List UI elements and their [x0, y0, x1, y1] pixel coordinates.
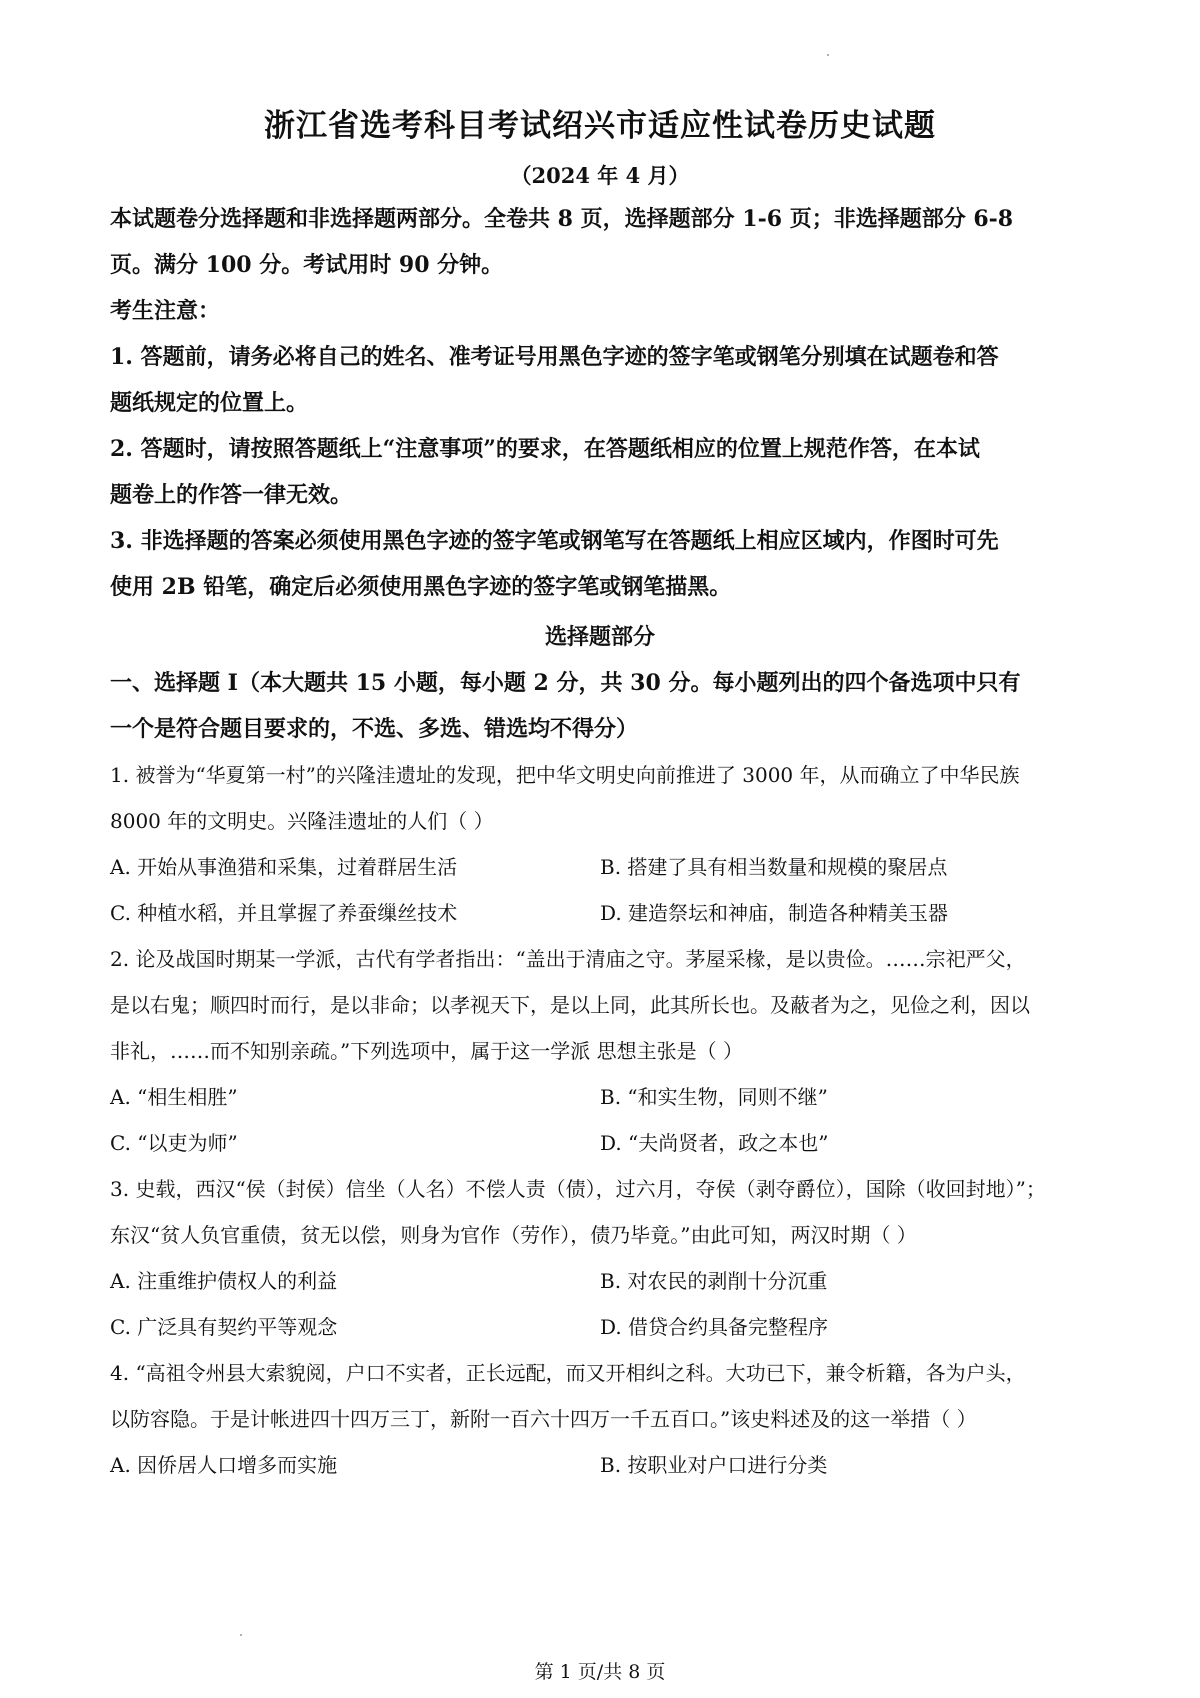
page-title: 浙江省选考科目考试绍兴市适应性试卷历史试题 — [264, 108, 936, 144]
question-options — [110, 1258, 1090, 1350]
option-c: C. 广泛具有契约平等观念 — [110, 1315, 338, 1339]
notice-line: 题卷上的作答一律无效。 — [110, 482, 353, 508]
question-1 — [110, 752, 1090, 936]
option-b: B. 搭建了具有相当数量和规模的聚居点 — [600, 855, 948, 879]
exam-date: （2024 年 4 月） — [510, 163, 690, 188]
notice-line: 3. 非选择题的答案必须使用黑色字迹的签字笔或钢笔写在答题纸上相应区域内，作图时可先 — [110, 528, 999, 554]
question-options — [110, 1442, 1090, 1488]
question-stem-line: 东汉“贫人负官重债，贫无以偿，则身为官作（劳作），债乃毕竟。”由此可知，两汉时期（ ） — [110, 1223, 917, 1247]
option-d: D. 借贷合约具备完整程序 — [600, 1315, 829, 1339]
option-b: B. “和实生物，同则不继” — [600, 1085, 828, 1109]
question-3 — [110, 1166, 1090, 1350]
question-options — [110, 844, 1090, 936]
notice-line: 使用 2B 铅笔，确定后必须使用黑色字迹的签字笔或钢笔描黑。 — [110, 574, 732, 600]
notice-item-3 — [110, 518, 1090, 610]
option-a: A. 因侨居人口增多而实施 — [110, 1453, 338, 1477]
notice-item-2 — [110, 426, 1090, 518]
notice-line: 2. 答题时，请按照答题纸上“注意事项”的要求，在答题纸相应的位置上规范作答，在本试 — [110, 436, 980, 462]
notice-line: 1. 答题前，请务必将自己的姓名、准考证号用黑色字迹的签字笔或钢笔分别填在试题卷和答 — [110, 344, 999, 370]
question-stem-line: 是以右鬼；顺四时而行，是以非命；以孝视天下，是以上同，此其所长也。及蔽者为之，见俭之利，因以 — [110, 993, 1030, 1017]
option-a: A. “相生相胜” — [110, 1085, 238, 1109]
exam-content — [110, 196, 1090, 1488]
question-stem-line: 3. 史载，西汉“侯（封侯）信坐（人名）不偿人责（债），过六月，夺侯（剥夺爵位），国除（收回封地）”； — [110, 1177, 1046, 1201]
scan-speck — [827, 54, 829, 56]
intro-line: 页。满分 100 分。考试用时 90 分钟。 — [110, 252, 504, 278]
option-d: D. 建造祭坛和神庙，制造各种精美玉器 — [600, 901, 949, 925]
question-stem-line: 以防容隐。于是计帐进四十四万三丁，新附一百六十四万一千五百口。”该史料述及的这一举措（ ） — [110, 1407, 977, 1431]
option-b: B. 按职业对户口进行分类 — [600, 1453, 828, 1477]
notice-item-1 — [110, 334, 1090, 426]
intro-paragraph — [110, 196, 1090, 288]
scan-speck — [240, 1634, 242, 1636]
question-stem-line: 8000 年的文明史。兴隆洼遗址的人们（ ） — [110, 809, 494, 833]
question-options — [110, 1074, 1090, 1166]
option-a: A. 开始从事渔猎和采集，过着群居生活 — [110, 855, 458, 879]
question-stem-line: 非礼，……而不知别亲疏。”下列选项中，属于这一学派 思想主张是（ ） — [110, 1039, 743, 1063]
option-c: C. “以吏为师” — [110, 1131, 238, 1155]
question-stem-line: 2. 论及战国时期某一学派，古代有学者指出：“盖出于清庙之守。茅屋采椽，是以贵俭。……宗祀严父， — [110, 947, 1026, 971]
notice-line: 题纸规定的位置上。 — [110, 390, 309, 416]
section-title: 选择题部分 — [544, 624, 655, 650]
option-d: D. “夫尚贤者，政之本也” — [600, 1131, 829, 1155]
question-stem-line: 1. 被誉为“华夏第一村”的兴隆洼遗址的发现，把中华文明史向前推进了 3000 年，从而确立了中华民族 — [110, 763, 1020, 787]
option-b: B. 对农民的剥削十分沉重 — [600, 1269, 828, 1293]
option-c: C. 种植水稻，并且掌握了养蚕缫丝技术 — [110, 901, 458, 925]
question-stem-line: 4. “高祖令州县大索貌阅，户口不实者，正长远配，而又开相纠之科。大功已下，兼令析籍，各为户头， — [110, 1361, 1026, 1385]
section-header-line: 一、选择题 Ⅰ（本大题共 15 小题，每小题 2 分，共 30 分。每小题列出的四个备选项中只有 — [110, 670, 1021, 696]
intro-line: 本试题卷分选择题和非选择题两部分。全卷共 8 页，选择题部分 1-6 页；非选择题部分 6-8 — [110, 206, 1014, 232]
question-4 — [110, 1350, 1090, 1488]
option-a: A. 注重维护债权人的利益 — [110, 1269, 338, 1293]
question-2 — [110, 936, 1090, 1166]
section-header — [110, 660, 1090, 752]
page-footer: 第 1 页/共 8 页 — [534, 1661, 666, 1683]
section-header-line: 一个是符合题目要求的，不选、多选、错选均不得分） — [110, 716, 639, 742]
notice-heading: 考生注意： — [110, 298, 221, 324]
